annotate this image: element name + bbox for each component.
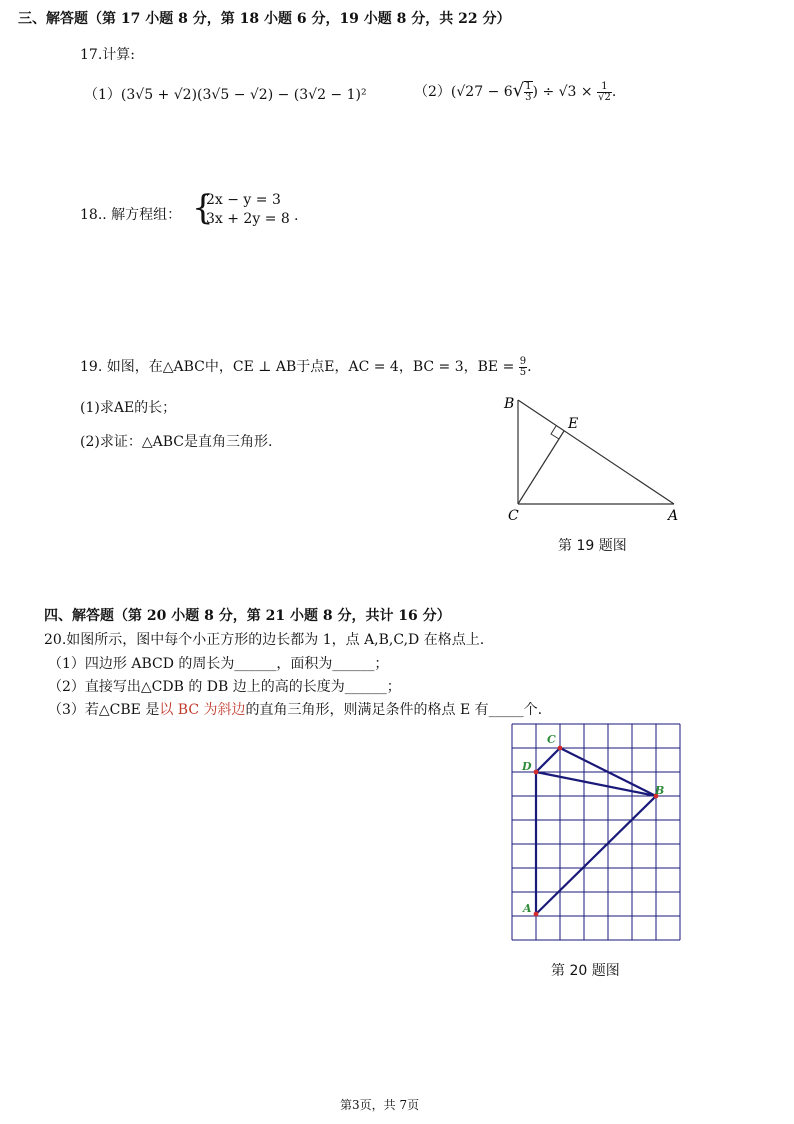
label-c: C [508,508,519,524]
label-e: E [568,416,579,432]
point-c [558,746,563,751]
q19-stem-end: . [527,359,532,375]
q17-part2-expr-b: ) ÷ √3 × [532,84,593,100]
grid-label-c: C [547,733,556,746]
q20-part3 [48,699,542,719]
segment-ce [518,431,564,504]
q19-stem-text: 19. 如图，在△ABC中，CE ⊥ AB于点E，AC = 4，BC = 3，BE = [80,359,515,375]
q17-part2-expr-a: (√27 − 6 [450,84,513,100]
q20-part3-b: 的直角三角形，则满足条件的格点 E 有_____个. [245,702,543,718]
q17-part1 [84,84,367,104]
grid-label-a: A [523,902,532,915]
section4-heading: 四、解答题（第 20 小题 8 分，第 21 小题 8 分，共计 16 分） [44,608,451,624]
q19-part1: (1)求AE的长； [80,400,177,416]
q17-part2-tail-frac: $\frac{1}{√2}$ [598,80,611,103]
section3-heading: 三、解答题（第 17 小题 8 分，第 18 小题 6 分，19 小题 8 分，共 22 分） [18,11,511,27]
q19-figure [498,390,698,530]
q19-stem [80,356,532,378]
q17-part2: （2）(√27 − 6√ $\frac{1}{3}$ ) ÷ √3 × $\frac{1}{√2}$ . [414,80,617,103]
grid-lines [512,724,680,940]
segment-db [536,772,656,796]
q18-eq2: 3x + 2y = 8 [206,211,290,227]
page-footer: 第3页，共 7页 [340,1098,420,1112]
right-angle-mark [551,426,559,439]
q19-be-frac: $\frac{9}{5}$ [519,355,527,378]
q20-grid-figure [508,720,684,944]
grid-label-d: D [522,760,532,773]
point-d [534,770,539,775]
q18-eq1: 2x − y = 3 [206,192,281,208]
q17-part2-frac: $\frac{1}{3}$ [525,81,532,103]
label-a: A [668,508,679,524]
quadrilateral-abcd [536,748,656,914]
q20-part1: （1）四边形 ABCD 的周长为______，面积为______； [48,656,389,672]
q17-part2-end: . [611,84,617,100]
q19-part2: (2)求证：△ABC是直角三角形. [80,434,273,450]
q20-caption: 第 20 题图 [551,963,620,979]
q17-part1-expr: (3√5 + √2)(3√5 − √2) − (3√2 − 1)² [120,87,367,103]
q17-part2-label: （2） [414,84,451,100]
q20-part3-red: 以 BC 为斜边 [159,702,246,718]
segment-ab [518,400,674,504]
q19-caption: 第 19 题图 [558,538,627,554]
q17-title: 17.计算: [80,47,135,63]
point-a [534,912,539,917]
q20-part2: （2）直接写出△CDB 的 DB 边上的高的长度为______； [48,679,401,695]
q20-part3-a: （3）若△CBE 是 [48,702,160,718]
q18-label: 18.. 解方程组： [80,207,182,223]
q18-end: . [294,208,299,224]
label-b: B [504,396,515,412]
q20-stem: 20.如图所示，图中每个小正方形的边长都为 1，点 A,B,C,D 在格点上. [44,632,485,648]
grid-label-b: B [655,784,665,797]
system-brace: { [192,188,214,228]
q17-part1-label: （1） [84,87,121,103]
